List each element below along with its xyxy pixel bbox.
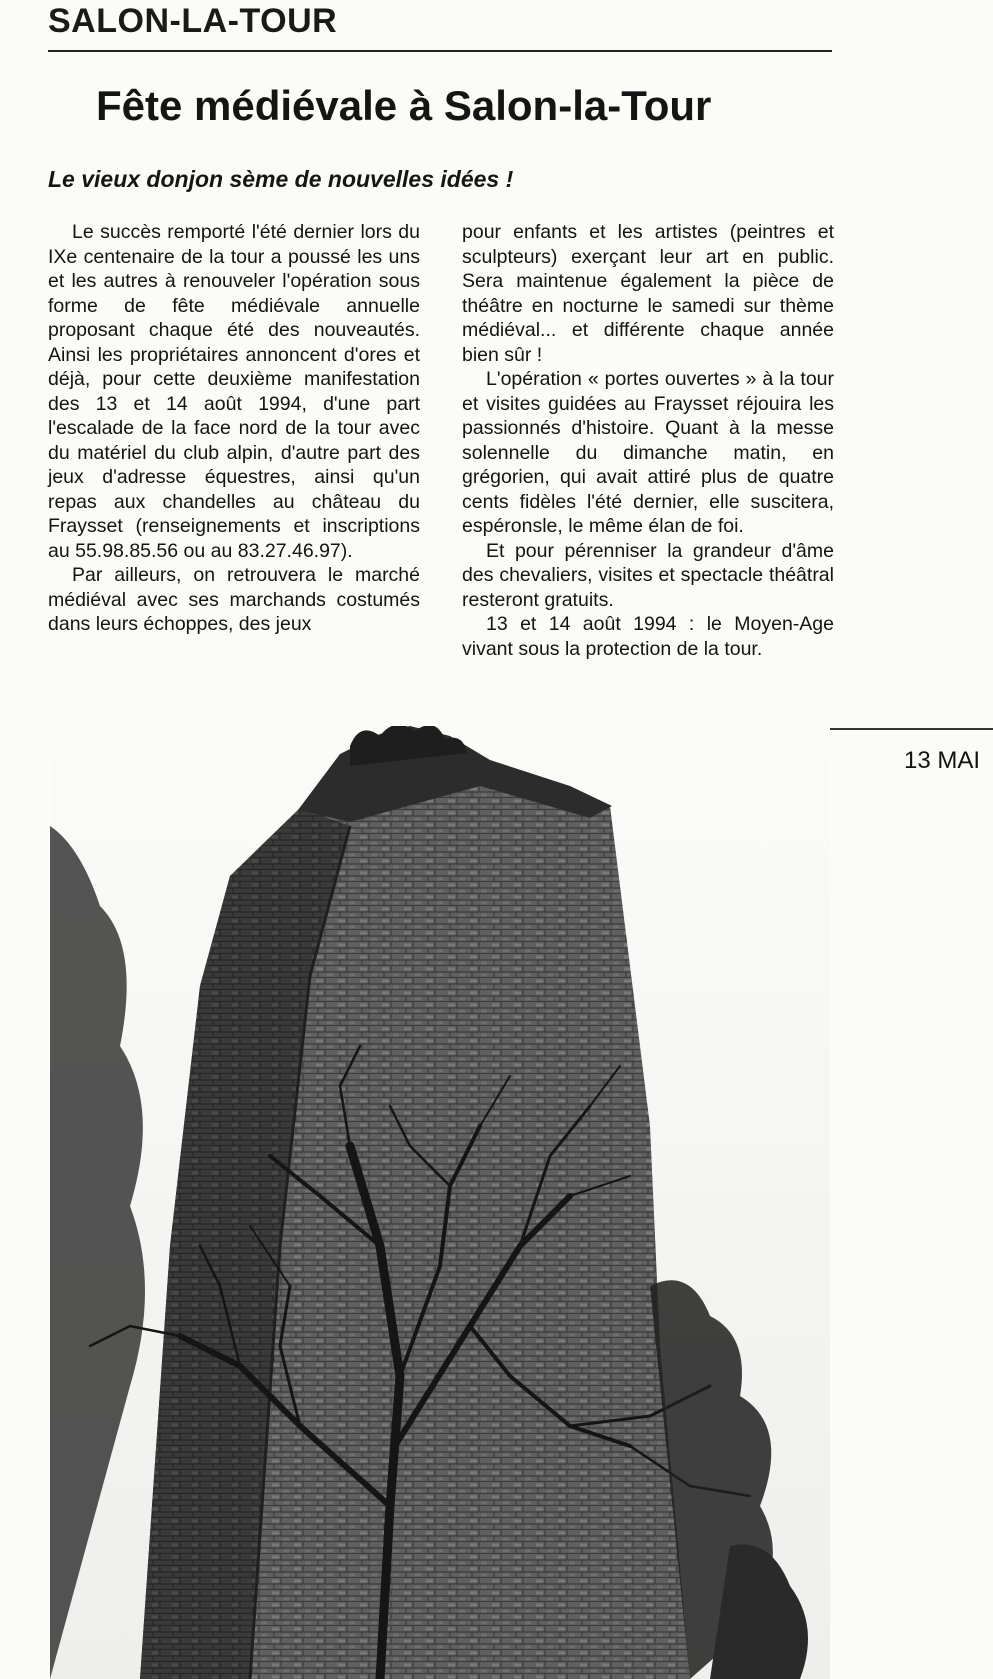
section-title: SALON-LA-TOUR [48, 2, 338, 40]
article-paragraph: Par ailleurs, on retrouvera le marché médiéval avec ses marchands costumés dans leurs échoppes, des jeux [48, 564, 420, 635]
article-paragraph: Le succès remporté l'été dernier lors du IXe centenaire de la tour a poussé les uns et les autres à renouveler l'opération sous forme de fête médiévale annuelle proposant chaque été des nouveautés. Ainsi les propriétaires annoncent d'ores et déjà, pour cette deuxième manifestation des 13 et 14 août 1994, d'une part l'escalade de la face nord de la tour avec du matériel du club alpin, d'autre part des jeux d'adresse équestres, ainsi qu'un repas aux chandelles au château du Fraysset (renseignements et inscriptions au 55.98.85.56 ou au 83.27.46.97). [48, 221, 420, 562]
article-column-left [48, 220, 420, 637]
article-paragraph: 13 et 14 août 1994 : le Moyen-Age vivant sous la protection de la tour. [462, 613, 834, 660]
article-paragraph: Et pour pérenniser la grandeur d'âme des chevaliers, visites et spectacle théâtral resteront gratuits. [462, 539, 834, 611]
article-paragraph: pour enfants et les artistes (peintres et sculpteurs) exerçant leur art en public. Sera maintenue également la pièce de théâtre en nocturne le samedi sur thème médiéval... et différente chaque année bien sûr ! [462, 221, 834, 366]
headline: Fête médiévale à Salon-la-Tour [96, 82, 712, 129]
publication-date: 13 MAI [904, 747, 981, 774]
tower-photo-illustration [50, 726, 830, 1679]
subheadline: Le vieux donjon sème de nouvelles idées ! [48, 166, 514, 192]
article-paragraph: L'opération « portes ouvertes » à la tour et visites guidées au Fraysset réjouira les passionnés d'histoire. Quant à la messe solennelle du dimanche matin, en grégorien, qui avait attiré plus de quatre cents fidèles l'été dernier, elle suscitera, espéronsle, le même élan de foi. [462, 368, 834, 537]
section-divider [48, 50, 832, 52]
tower-photo [50, 726, 830, 1679]
article-column-right [462, 220, 834, 661]
